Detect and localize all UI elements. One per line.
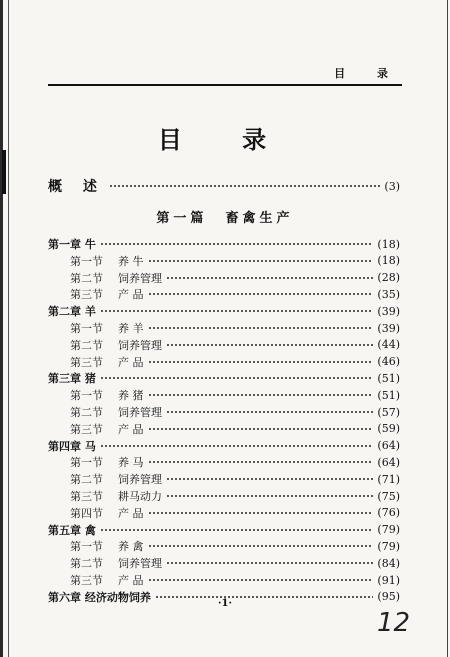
section-label (70, 572, 144, 588)
chapter-label: 第四章 马 (48, 439, 96, 453)
section-number: 第三节 (70, 490, 103, 503)
toc-section-entry[interactable] (70, 354, 400, 370)
overview-page: (3) (384, 179, 400, 193)
section-number: 第二节 (70, 557, 103, 571)
section-title: 产 品 (118, 506, 144, 520)
toc-section-entry[interactable] (70, 253, 400, 269)
section-title: 产 品 (118, 355, 144, 369)
toc-section-entry[interactable] (70, 572, 400, 588)
section-number: 第一节 (70, 540, 103, 554)
chapter-label: 第二章 羊 (48, 305, 96, 319)
leader-dots (148, 394, 374, 396)
section-label (70, 555, 162, 571)
toc-section-entry[interactable] (70, 555, 400, 571)
entry-page-number: (64) (377, 439, 400, 453)
section-title: 饲养管理 (118, 406, 162, 419)
section-number: 第二节 (70, 271, 103, 285)
leader-dots (148, 293, 374, 295)
scan-right-edge (444, 0, 450, 657)
section-label (70, 488, 162, 504)
section-label (70, 270, 162, 286)
leader-dots (148, 461, 374, 463)
entry-page-number: (91) (377, 573, 400, 587)
section-label (70, 253, 144, 269)
section-label (70, 387, 144, 403)
section-title: 养 羊 (118, 322, 144, 335)
section-title: 养 猪 (118, 389, 144, 403)
entry-page-number: (71) (377, 472, 400, 486)
leader-dots (100, 310, 374, 312)
part-label: 第一篇 (156, 211, 208, 226)
section-number: 第一节 (70, 254, 103, 268)
leader-dots (166, 411, 373, 413)
overview-label: 概 述 (48, 179, 105, 195)
toc-section-entry[interactable] (70, 488, 400, 504)
section-label (70, 505, 144, 521)
section-label (70, 454, 144, 470)
section-number: 第三节 (70, 574, 103, 587)
section-title: 饲养管理 (118, 557, 162, 571)
leader-dots (148, 512, 374, 514)
section-label (70, 337, 162, 353)
leader-dots (166, 495, 373, 497)
leader-dots (166, 344, 373, 346)
leader-dots (148, 545, 374, 547)
leader-dots (148, 428, 374, 430)
leader-dots (109, 185, 381, 187)
section-label (70, 471, 162, 487)
toc-section-entry[interactable] (70, 286, 400, 302)
leader-dots (100, 377, 374, 379)
entry-page-number: (51) (377, 371, 400, 385)
toc-section-entry[interactable] (70, 404, 400, 420)
section-label (70, 354, 144, 370)
section-label (70, 286, 144, 302)
toc-chapter-entry[interactable] (48, 370, 400, 386)
toc-section-entry[interactable] (70, 505, 400, 521)
part-name: 畜禽生产 (225, 211, 294, 226)
entry-page-number: (46) (377, 355, 400, 369)
leader-dots (166, 562, 373, 564)
entry-page-number: (51) (377, 388, 400, 402)
section-label (70, 421, 144, 437)
toc-section-entry[interactable] (70, 471, 400, 487)
section-number: 第一节 (70, 389, 103, 403)
leader-dots (148, 260, 374, 262)
section-title: 养 禽 (118, 540, 144, 554)
section-title: 养 牛 (118, 254, 144, 268)
section-number: 第四节 (70, 506, 103, 520)
spine-mark (2, 150, 6, 194)
section-number: 第一节 (70, 322, 103, 335)
entry-page-number: (84) (377, 556, 400, 570)
leader-dots (100, 243, 374, 245)
entry-page-number: (18) (377, 254, 400, 268)
leader-dots (166, 277, 373, 279)
entry-page-number: (57) (377, 405, 400, 419)
leader-dots (148, 361, 374, 363)
entry-page-number: (39) (377, 304, 400, 318)
section-title: 饲养管理 (118, 473, 162, 487)
section-title: 耕马动力 (118, 490, 162, 503)
part-title (0, 207, 450, 226)
toc-section-entry[interactable] (70, 270, 400, 286)
entry-page-number: (79) (377, 539, 400, 553)
section-number: 第二节 (70, 406, 103, 419)
toc-chapter-entry[interactable] (48, 438, 400, 454)
toc-overview-entry[interactable] (48, 176, 400, 196)
section-title: 产 品 (118, 574, 144, 587)
section-title: 饲养管理 (118, 271, 162, 285)
entry-page-number: (79) (377, 523, 400, 537)
running-head: 目 录 (48, 66, 402, 86)
section-number: 第二节 (70, 473, 103, 487)
section-label (70, 538, 144, 554)
entry-page-number: (18) (377, 237, 400, 251)
section-number: 第三节 (70, 288, 103, 302)
entry-page-number: (75) (377, 489, 400, 503)
scan-left-edge (0, 0, 22, 657)
toc-section-entry[interactable] (70, 337, 400, 353)
toc-chapter-entry[interactable] (48, 303, 400, 319)
leader-dots (100, 529, 374, 531)
leader-dots (166, 478, 373, 480)
toc-chapter-entry[interactable] (48, 236, 400, 252)
entry-page-number: (39) (377, 321, 400, 335)
toc-section-entry[interactable] (70, 387, 400, 403)
toc-section-entry[interactable] (70, 454, 400, 470)
entry-page-number: (95) (377, 590, 400, 604)
section-label (70, 404, 162, 420)
chapter-label: 第五章 禽 (48, 523, 96, 537)
section-title: 产 品 (118, 288, 144, 302)
page-title: 目 录 (157, 126, 293, 154)
toc-section-entry[interactable] (70, 320, 400, 336)
entry-page-number: (44) (377, 338, 400, 352)
chapter-label: 第六章 经济动物饲养 (48, 590, 151, 604)
chapter-label: 第三章 猪 (48, 372, 96, 386)
entry-page-number: (64) (377, 455, 400, 469)
section-title: 饲养管理 (118, 338, 162, 352)
toc-section-entry[interactable] (70, 421, 400, 437)
section-number: 第三节 (70, 422, 103, 436)
leader-dots (100, 445, 374, 447)
entry-page-number: (59) (377, 422, 400, 436)
page-number: ·1· (218, 598, 232, 609)
toc-section-entry[interactable] (70, 538, 400, 554)
section-title: 产 品 (118, 422, 144, 436)
entry-page-number: (35) (377, 287, 400, 301)
section-label (70, 320, 144, 336)
section-number: 第一节 (70, 456, 103, 470)
entry-page-number: (76) (377, 506, 400, 520)
toc-chapter-entry[interactable] (48, 522, 400, 538)
handwritten-number: 12 (377, 608, 411, 638)
section-number: 第三节 (70, 355, 103, 369)
leader-dots (148, 327, 374, 329)
chapter-label: 第一章 牛 (48, 238, 96, 251)
section-number: 第二节 (70, 338, 103, 352)
section-title: 养 马 (118, 456, 144, 470)
entry-page-number: (28) (377, 271, 400, 285)
leader-dots (148, 579, 374, 581)
